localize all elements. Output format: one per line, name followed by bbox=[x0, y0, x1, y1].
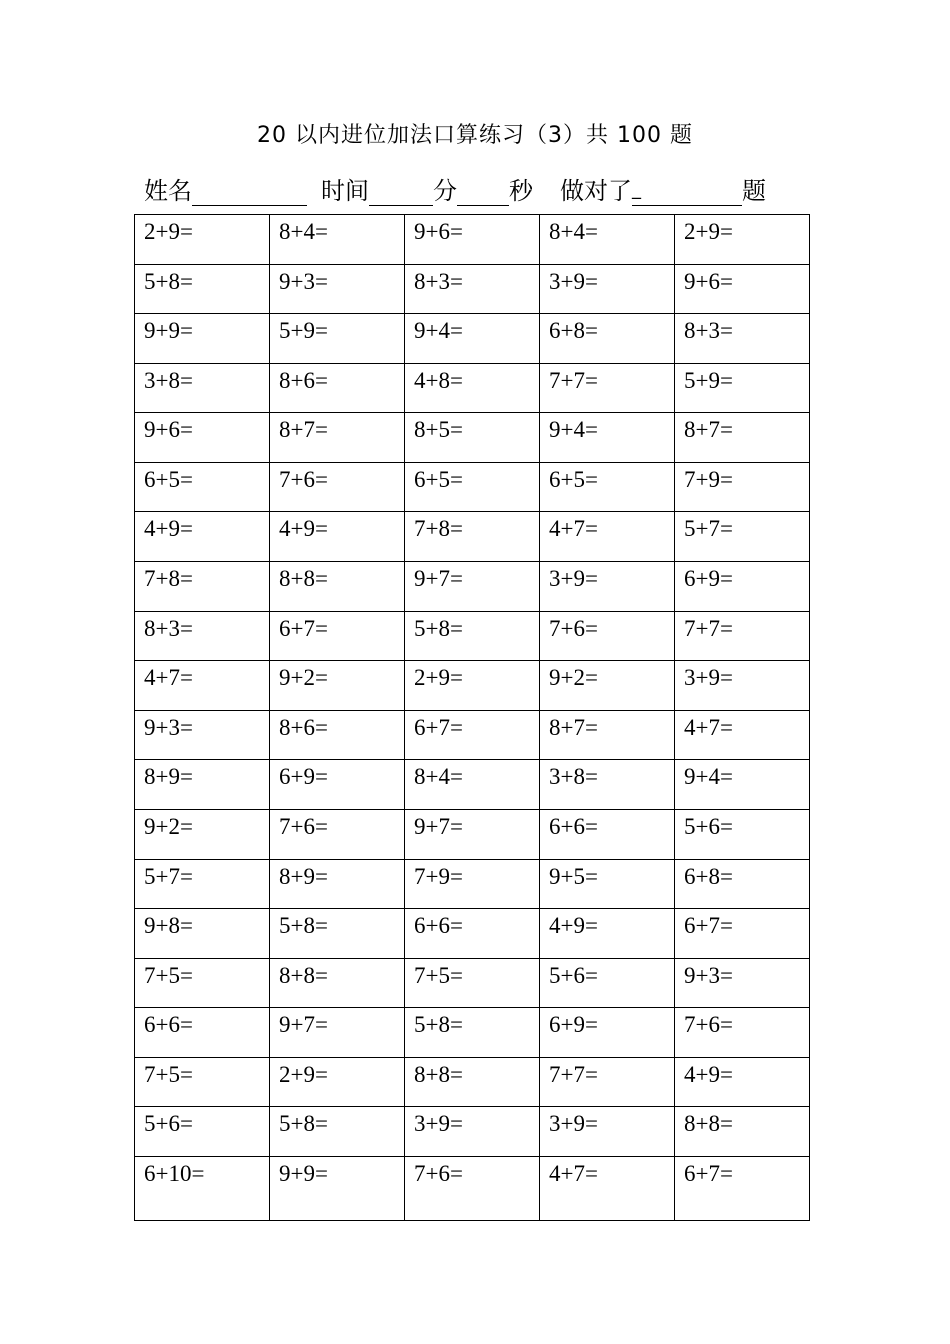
questions-label: 题 bbox=[742, 177, 766, 205]
problem-cell[interactable]: 9+7= bbox=[405, 562, 540, 612]
seconds-label: 秒 bbox=[509, 177, 533, 205]
problem-row bbox=[135, 512, 810, 562]
problem-row bbox=[135, 314, 810, 364]
problem-cell[interactable]: 6+7= bbox=[675, 909, 810, 959]
problem-row bbox=[135, 710, 810, 760]
problem-cell[interactable]: 7+5= bbox=[405, 958, 540, 1008]
problem-cell[interactable]: 9+2= bbox=[270, 661, 405, 711]
problem-cell[interactable]: 5+8= bbox=[405, 611, 540, 661]
problem-row bbox=[135, 661, 810, 711]
problem-cell[interactable]: 5+8= bbox=[135, 264, 270, 314]
problem-cell[interactable]: 4+7= bbox=[675, 710, 810, 760]
problem-cell[interactable]: 6+6= bbox=[540, 809, 675, 859]
problem-cell[interactable]: 2+9= bbox=[405, 661, 540, 711]
problem-cell[interactable]: 4+8= bbox=[405, 363, 540, 413]
problem-cell[interactable]: 4+9= bbox=[135, 512, 270, 562]
problem-cell[interactable]: 8+4= bbox=[405, 760, 540, 810]
problem-cell[interactable]: 6+5= bbox=[540, 462, 675, 512]
problem-cell[interactable]: 6+10= bbox=[135, 1156, 270, 1220]
problem-cell[interactable]: 7+7= bbox=[675, 611, 810, 661]
problem-cell[interactable]: 9+5= bbox=[540, 859, 675, 909]
problem-cell[interactable]: 6+7= bbox=[675, 1156, 810, 1220]
problem-row bbox=[135, 909, 810, 959]
problem-row bbox=[135, 611, 810, 661]
problem-cell[interactable]: 9+6= bbox=[405, 215, 540, 265]
problem-cell[interactable]: 8+8= bbox=[675, 1107, 810, 1157]
problem-cell[interactable]: 9+9= bbox=[135, 314, 270, 364]
problem-cell[interactable]: 7+6= bbox=[270, 809, 405, 859]
problem-cell[interactable]: 6+5= bbox=[405, 462, 540, 512]
problem-cell[interactable]: 9+9= bbox=[270, 1156, 405, 1220]
problem-cell[interactable]: 5+9= bbox=[270, 314, 405, 364]
problem-cell[interactable]: 8+3= bbox=[405, 264, 540, 314]
student-info-line bbox=[144, 166, 766, 206]
problem-cell[interactable]: 7+6= bbox=[405, 1156, 540, 1220]
problem-cell[interactable]: 9+4= bbox=[540, 413, 675, 463]
problem-cell[interactable]: 9+4= bbox=[405, 314, 540, 364]
problem-cell[interactable]: 8+7= bbox=[270, 413, 405, 463]
problem-row bbox=[135, 215, 810, 265]
problem-row bbox=[135, 462, 810, 512]
problem-cell[interactable]: 2+9= bbox=[270, 1057, 405, 1107]
problem-cell[interactable]: 8+7= bbox=[675, 413, 810, 463]
name-blank[interactable] bbox=[192, 175, 307, 206]
problem-row bbox=[135, 859, 810, 909]
problem-cell[interactable]: 3+8= bbox=[540, 760, 675, 810]
problem-cell[interactable]: 9+3= bbox=[270, 264, 405, 314]
name-label: 姓名 bbox=[144, 177, 192, 205]
problem-grid bbox=[134, 214, 810, 1221]
problem-cell[interactable]: 5+7= bbox=[135, 859, 270, 909]
problem-row bbox=[135, 1107, 810, 1157]
problem-cell[interactable]: 4+7= bbox=[135, 661, 270, 711]
problem-cell[interactable]: 4+9= bbox=[540, 909, 675, 959]
problem-cell[interactable]: 6+9= bbox=[540, 1008, 675, 1058]
problem-cell[interactable]: 9+6= bbox=[135, 413, 270, 463]
problem-cell[interactable]: 7+9= bbox=[675, 462, 810, 512]
problem-cell[interactable]: 9+7= bbox=[270, 1008, 405, 1058]
problem-cell[interactable]: 7+8= bbox=[135, 562, 270, 612]
problem-cell[interactable]: 8+8= bbox=[405, 1057, 540, 1107]
problem-cell[interactable]: 6+9= bbox=[675, 562, 810, 612]
correct-label: 做对了 bbox=[560, 177, 632, 205]
problem-cell[interactable]: 5+6= bbox=[675, 809, 810, 859]
problem-cell[interactable]: 6+9= bbox=[270, 760, 405, 810]
problem-row bbox=[135, 1008, 810, 1058]
problem-row bbox=[135, 413, 810, 463]
problem-cell[interactable]: 6+5= bbox=[135, 462, 270, 512]
problem-cell[interactable]: 6+8= bbox=[675, 859, 810, 909]
problem-cell[interactable]: 5+8= bbox=[405, 1008, 540, 1058]
worksheet-title: 20 以内进位加法口算练习（3）共 100 题 bbox=[257, 123, 693, 148]
problem-cell[interactable]: 6+6= bbox=[405, 909, 540, 959]
problem-cell[interactable]: 7+7= bbox=[540, 363, 675, 413]
problem-cell[interactable]: 9+8= bbox=[135, 909, 270, 959]
problem-cell[interactable]: 6+6= bbox=[135, 1008, 270, 1058]
problem-cell[interactable]: 6+7= bbox=[405, 710, 540, 760]
problem-row bbox=[135, 264, 810, 314]
problem-cell[interactable]: 5+9= bbox=[675, 363, 810, 413]
problem-cell[interactable]: 8+6= bbox=[270, 710, 405, 760]
problem-cell[interactable]: 5+6= bbox=[135, 1107, 270, 1157]
problem-cell[interactable]: 3+8= bbox=[135, 363, 270, 413]
minutes-blank[interactable] bbox=[369, 175, 433, 206]
correct-count-blank[interactable]: _ bbox=[632, 175, 742, 206]
problem-cell[interactable]: 8+3= bbox=[675, 314, 810, 364]
problem-cell[interactable]: 9+6= bbox=[675, 264, 810, 314]
problem-cell[interactable]: 9+7= bbox=[405, 809, 540, 859]
problem-cell[interactable]: 7+7= bbox=[540, 1057, 675, 1107]
problem-cell[interactable]: 6+7= bbox=[270, 611, 405, 661]
problem-cell[interactable]: 8+3= bbox=[135, 611, 270, 661]
problem-cell[interactable]: 8+4= bbox=[270, 215, 405, 265]
problem-cell[interactable]: 4+9= bbox=[270, 512, 405, 562]
problem-row bbox=[135, 958, 810, 1008]
problem-cell[interactable]: 6+8= bbox=[540, 314, 675, 364]
problem-cell[interactable]: 4+7= bbox=[540, 1156, 675, 1220]
problem-cell[interactable]: 7+5= bbox=[135, 958, 270, 1008]
problem-cell[interactable]: 2+9= bbox=[675, 215, 810, 265]
problem-cell[interactable]: 7+9= bbox=[405, 859, 540, 909]
problem-cell[interactable]: 8+6= bbox=[270, 363, 405, 413]
problem-cell[interactable]: 3+9= bbox=[540, 562, 675, 612]
problem-cell[interactable]: 3+9= bbox=[540, 1107, 675, 1157]
problem-row bbox=[135, 562, 810, 612]
problem-cell[interactable]: 8+9= bbox=[135, 760, 270, 810]
problem-cell[interactable]: 3+9= bbox=[540, 264, 675, 314]
problem-cell[interactable]: 7+6= bbox=[270, 462, 405, 512]
problem-cell[interactable]: 3+9= bbox=[405, 1107, 540, 1157]
problem-cell[interactable]: 4+9= bbox=[675, 1057, 810, 1107]
problem-cell[interactable]: 7+8= bbox=[405, 512, 540, 562]
problem-cell[interactable]: 5+6= bbox=[540, 958, 675, 1008]
problem-row bbox=[135, 809, 810, 859]
seconds-blank[interactable] bbox=[457, 175, 509, 206]
problem-cell[interactable]: 5+8= bbox=[270, 1107, 405, 1157]
problem-cell[interactable]: 7+6= bbox=[540, 611, 675, 661]
problem-cell[interactable]: 5+7= bbox=[675, 512, 810, 562]
problem-row bbox=[135, 363, 810, 413]
problem-cell[interactable]: 4+7= bbox=[540, 512, 675, 562]
problem-cell[interactable]: 8+7= bbox=[540, 710, 675, 760]
problem-cell[interactable]: 5+8= bbox=[270, 909, 405, 959]
problem-row bbox=[135, 1057, 810, 1107]
time-label: 时间 bbox=[321, 177, 369, 205]
problem-row bbox=[135, 1156, 810, 1220]
problem-cell[interactable]: 9+3= bbox=[135, 710, 270, 760]
problem-cell[interactable]: 8+4= bbox=[540, 215, 675, 265]
problem-cell[interactable]: 8+8= bbox=[270, 562, 405, 612]
problem-cell[interactable]: 7+5= bbox=[135, 1057, 270, 1107]
problem-cell[interactable]: 7+6= bbox=[675, 1008, 810, 1058]
problem-cell[interactable]: 9+3= bbox=[675, 958, 810, 1008]
problem-cell[interactable]: 9+2= bbox=[135, 809, 270, 859]
problem-cell[interactable]: 2+9= bbox=[135, 215, 270, 265]
problem-cell[interactable]: 9+4= bbox=[675, 760, 810, 810]
problem-cell[interactable]: 8+8= bbox=[270, 958, 405, 1008]
problem-cell[interactable]: 8+9= bbox=[270, 859, 405, 909]
minutes-label: 分 bbox=[433, 177, 457, 205]
problem-cell[interactable]: 9+2= bbox=[540, 661, 675, 711]
problem-cell[interactable]: 8+5= bbox=[405, 413, 540, 463]
problem-cell[interactable]: 3+9= bbox=[675, 661, 810, 711]
problem-row bbox=[135, 760, 810, 810]
